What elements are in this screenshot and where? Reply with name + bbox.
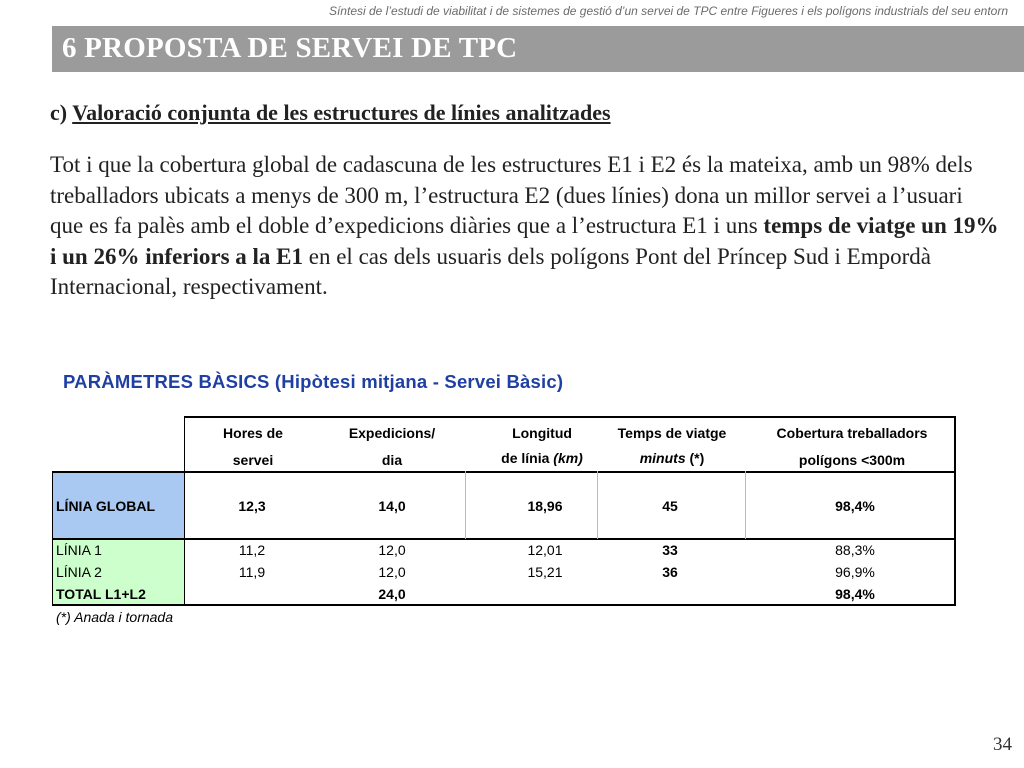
row1-long: 12,01 bbox=[527, 542, 563, 558]
subheading-prefix: c) bbox=[50, 100, 73, 125]
header-exped-line1: Expedicions/ bbox=[348, 425, 436, 441]
header-long-unit: (km) bbox=[553, 450, 583, 466]
row2-hores: 11,9 bbox=[238, 564, 266, 580]
body-part-2: en el cas dels usuaris dels polígons Pont del Príncep Sud i Empordà Internacional, respectivament. bbox=[50, 243, 931, 299]
faint-divider-2 bbox=[597, 471, 598, 539]
parameters-table bbox=[52, 416, 956, 606]
section-title-bar bbox=[52, 26, 1024, 72]
header-long-line1: Longitud bbox=[512, 425, 572, 441]
table-footnote: (*) Anada i tornada bbox=[56, 609, 173, 625]
row2-exped: 12,0 bbox=[378, 564, 406, 580]
global-bottom-border bbox=[52, 538, 956, 540]
row1-hores: 11,2 bbox=[238, 542, 266, 558]
global-temps: 45 bbox=[662, 498, 678, 514]
table-bottom-border bbox=[52, 604, 956, 606]
row1-cob: 88,3% bbox=[835, 542, 875, 558]
header-cob-line2: polígons <300m bbox=[798, 452, 906, 468]
global-long: 18,96 bbox=[527, 498, 563, 514]
table-top-border bbox=[184, 416, 956, 418]
header-temps-unit: minuts bbox=[639, 450, 686, 466]
table-title: PARÀMETRES BÀSICS (Hipòtesi mitjana - Servei Bàsic) bbox=[63, 371, 564, 392]
row1-temps: 33 bbox=[662, 542, 678, 558]
row2-temps: 36 bbox=[662, 564, 678, 580]
global-label: LÍNIA GLOBAL bbox=[56, 498, 156, 514]
header-hores-line1: Hores de bbox=[223, 425, 283, 441]
body-part-1: Tot i que la cobertura global de cadascuna de les estructures E1 i E2 és la mateixa, amb un 98% dels treballadors ubicats a menys de 300 m, l’estructura E2 (dues línies) dona un millor servei a l’usuari que es fa palès amb el doble d’expedicions diàries que a l’estructura E1 i uns bbox=[50, 152, 973, 238]
header-bottom-border bbox=[52, 471, 956, 473]
section-title: 6 PROPOSTA DE SERVEI DE TPC bbox=[62, 32, 518, 64]
header-temps-line2 bbox=[602, 450, 742, 466]
global-hores: 12,3 bbox=[238, 498, 266, 514]
table-left-border bbox=[52, 471, 53, 606]
subheading-text: Valoració conjunta de les estructures de línies analitzades bbox=[72, 100, 611, 125]
label-column-divider bbox=[184, 416, 185, 606]
total-label: TOTAL L1+L2 bbox=[56, 586, 146, 602]
page-number: 34 bbox=[993, 734, 1012, 755]
body-paragraph bbox=[50, 150, 1000, 303]
faint-divider-3 bbox=[745, 471, 746, 539]
row1-label: LÍNIA 1 bbox=[56, 542, 102, 558]
row2-label: LÍNIA 2 bbox=[56, 564, 102, 580]
running-header: Síntesi de l’estudi de viabilitat i de sistemes de gestió d’un servei de TPC entre Figueres i els polígons industrials del seu entorn bbox=[328, 4, 1008, 18]
total-exped: 24,0 bbox=[378, 586, 406, 602]
table-right-border bbox=[954, 416, 956, 606]
row2-long: 15,21 bbox=[527, 564, 563, 580]
global-exped: 14,0 bbox=[378, 498, 406, 514]
header-hores-line2: servei bbox=[232, 452, 274, 468]
global-cob: 98,4% bbox=[835, 498, 875, 514]
header-long-text: de línia bbox=[501, 450, 554, 466]
header-temps-line1: Temps de viatge bbox=[617, 425, 727, 441]
subheading bbox=[50, 100, 611, 126]
header-exped-line2: dia bbox=[381, 452, 403, 468]
row1-exped: 12,0 bbox=[378, 542, 406, 558]
body-bold: temps de viatge un 19% i un 26% inferiors a la E1 bbox=[50, 213, 999, 269]
header-temps-note: (*) bbox=[685, 450, 705, 466]
total-cob: 98,4% bbox=[835, 586, 875, 602]
header-cob-line1: Cobertura treballadors bbox=[776, 425, 928, 441]
faint-divider-1 bbox=[465, 471, 466, 539]
header-long-line2 bbox=[477, 450, 607, 466]
row2-cob: 96,9% bbox=[835, 564, 875, 580]
